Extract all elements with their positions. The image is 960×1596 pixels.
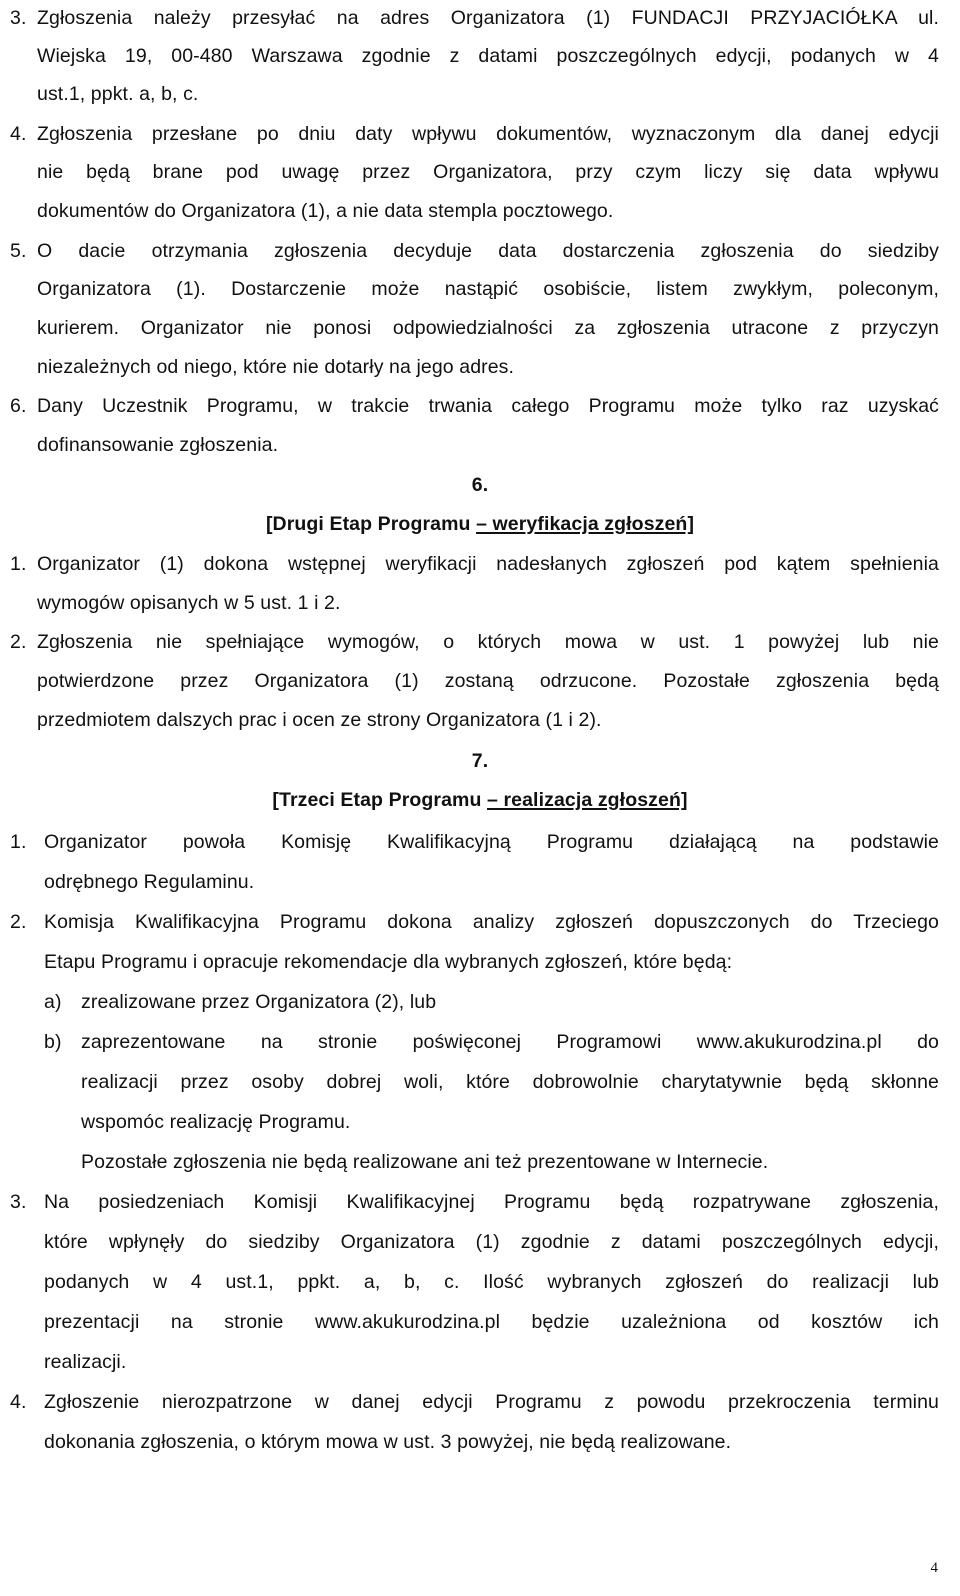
section-heading-underlined: – weryfikacja zgłoszeń]: [476, 513, 695, 535]
section-heading-prefix: [Trzeci Etap Programu: [272, 789, 488, 811]
paragraph-line: niezależnych od niego, które nie dotarły na jego adres.: [37, 356, 515, 378]
paragraph-line: które wpłynęły do siedziby Organizatora (1) zgodnie z datami poszczególnych edycji,: [44, 1231, 939, 1253]
section-number: 6.: [471, 474, 489, 496]
section-heading-prefix: [Drugi Etap Programu: [265, 513, 477, 535]
paragraph-line: Komisja Kwalifikacyjna Programu dokona analizy zgłoszeń dopuszczonych do Trzeciego: [44, 911, 939, 933]
paragraph-line: Zgłoszenia przesłane po dniu daty wpływu dokumentów, wyznaczonym dla danej edycji: [37, 123, 939, 145]
sub-item-label: b): [44, 1031, 62, 1053]
paragraph-line: Zgłoszenie nierozpatrzone w danej edycji Programu z powodu przekroczenia terminu: [44, 1391, 939, 1413]
paragraph-line: potwierdzone przez Organizatora (1) zostaną odrzucone. Pozostałe zgłoszenia będą: [37, 670, 939, 692]
sub-item-label: a): [44, 991, 62, 1013]
paragraph-line: Na posiedzeniach Komisji Kwalifikacyjnej Programu będą rozpatrywane zgłoszenia,: [44, 1191, 939, 1213]
paragraph-line: przedmiotem dalszych prac i ocen ze strony Organizatora (1 i 2).: [37, 709, 602, 731]
paragraph-line: Etapu Programu i opracuje rekomendacje dla wybranych zgłoszeń, które będą:: [44, 951, 733, 973]
paragraph-line: Organizatora (1). Dostarczenie może nastąpić osobiście, listem zwykłym, poleconym,: [37, 278, 939, 300]
list-number: 6.: [10, 395, 27, 417]
section-heading: [0, 512, 960, 536]
paragraph-line: O dacie otrzymania zgłoszenia decyduje data dostarczenia zgłoszenia do siedziby: [37, 240, 939, 262]
list-number: 3.: [10, 7, 27, 29]
paragraph-line: zaprezentowane na stronie poświęconej Programowi www.akukurodzina.pl do: [81, 1031, 939, 1053]
list-number: 1.: [10, 553, 27, 575]
paragraph-line: dofinansowanie zgłoszenia.: [37, 434, 279, 456]
paragraph-line: podanych w 4 ust.1, ppkt. a, b, c. Ilość wybranych zgłoszeń do realizacji lub: [44, 1271, 939, 1293]
paragraph-line: wymogów opisanych w 5 ust. 1 i 2.: [37, 592, 341, 614]
section-number: 7.: [471, 750, 489, 772]
page-number: 4: [930, 1560, 938, 1576]
paragraph-line: nie będą brane pod uwagę przez Organizatora, przy czym liczy się data wpływu: [37, 161, 939, 183]
paragraph-line: wspomóc realizację Programu.: [81, 1111, 351, 1133]
paragraph-line: Wiejska 19, 00-480 Warszawa zgodnie z datami poszczególnych edycji, podanych w 4: [37, 45, 939, 67]
paragraph-line: Zgłoszenia nie spełniające wymogów, o których mowa w ust. 1 powyżej lub nie: [37, 631, 939, 653]
list-number: 5.: [10, 240, 27, 262]
list-number: 3.: [10, 1191, 27, 1213]
paragraph-line: dokumentów do Organizatora (1), a nie data stempla pocztowego.: [37, 200, 614, 222]
paragraph-line: Dany Uczestnik Programu, w trakcie trwania całego Programu może tylko raz uzyskać: [37, 395, 939, 417]
paragraph-line: kurierem. Organizator nie ponosi odpowiedzialności za zgłoszenia utracone z przyczyn: [37, 317, 939, 339]
list-number: 4.: [10, 1391, 27, 1413]
section-heading: [0, 788, 960, 812]
paragraph-line: realizacji przez osoby dobrej woli, które dobrowolnie charytatywnie będą skłonne: [81, 1071, 939, 1093]
paragraph-line: zrealizowane przez Organizatora (2), lub: [81, 991, 437, 1013]
paragraph-line: Organizator powoła Komisję Kwalifikacyjną Programu działającą na podstawie: [44, 831, 939, 853]
note-line: Pozostałe zgłoszenia nie będą realizowane ani też prezentowane w Internecie.: [81, 1151, 769, 1173]
paragraph-line: Organizator (1) dokona wstępnej weryfikacji nadesłanych zgłoszeń pod kątem spełnienia: [37, 553, 939, 575]
list-number: 1.: [10, 831, 27, 853]
paragraph-line: Zgłoszenia należy przesyłać na adres Organizatora (1) FUNDACJI PRZYJACIÓŁKA ul.: [37, 7, 939, 29]
paragraph-line: prezentacji na stronie www.akukurodzina.pl będzie uzależniona od kosztów ich: [44, 1311, 939, 1333]
section-heading-underlined: – realizacja zgłoszeń]: [487, 789, 688, 811]
list-number: 4.: [10, 123, 27, 145]
paragraph-line: realizacji.: [44, 1351, 127, 1373]
paragraph-line: dokonania zgłoszenia, o którym mowa w ust. 3 powyżej, nie będą realizowane.: [44, 1431, 732, 1453]
paragraph-line: ust.1, ppkt. a, b, c.: [37, 83, 199, 105]
paragraph-line: odrębnego Regulaminu.: [44, 871, 255, 893]
list-number: 2.: [10, 631, 27, 653]
list-number: 2.: [10, 911, 27, 933]
